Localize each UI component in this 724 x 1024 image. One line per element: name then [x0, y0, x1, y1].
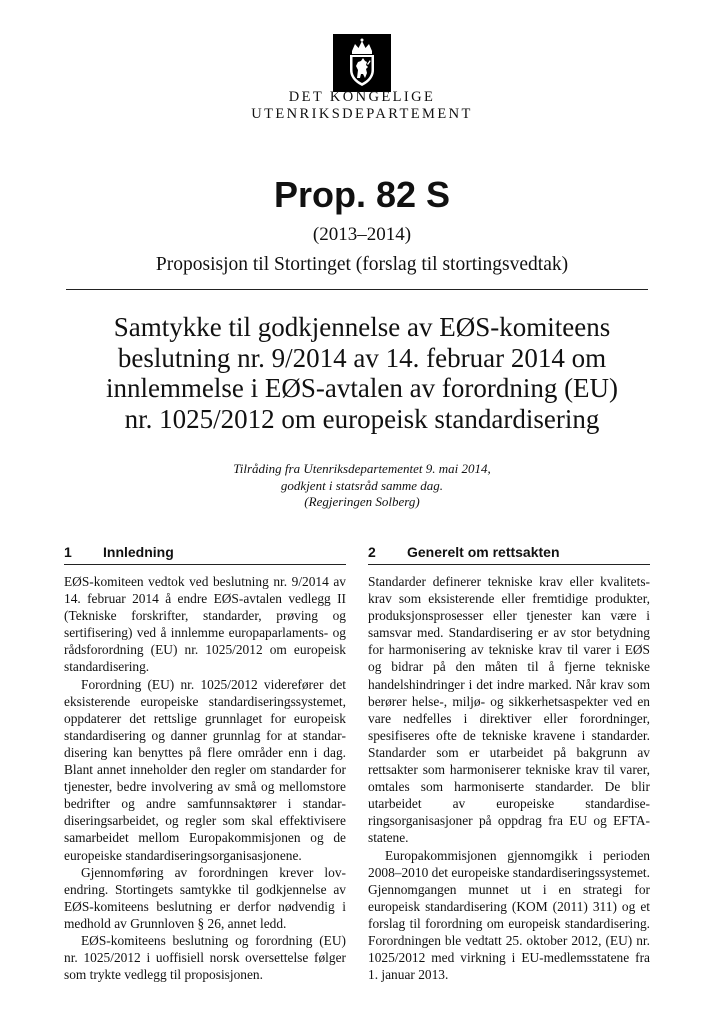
paragraph: EØS-komiteens beslutning og forordning (EU) nr. 1025/2012 i uoffisiell norsk oversettelse følger som trykte vedlegg til proposisjonen. [64, 932, 346, 983]
main-title-line: innlemmelse i EØS-avtalen av forordning (EU) [105, 373, 619, 403]
section-introduction [64, 544, 346, 983]
recommendation-line: Tilråding fra Utenriksdepartementet 9. mai 2014, [233, 461, 491, 476]
main-title [60, 312, 664, 434]
section-title: Innledning [103, 544, 174, 560]
paragraph: Forordning (EU) nr. 1025/2012 viderefører det eksisterende europeiske standardiseringssystemet, oppdaterer det rettslige grunnlaget for europeisk standardisering og danner grunnlag for at standardisering kan benyttes på flere områder enn i dag. Blant annet inneholder den regler om standarder for tjenester, bedre involvering av små og mellomstore bedrifter og andre samfunnsaktører i standardiseringsarbeidet, og regler som skal effektivisere samarbeidet mellom Europakommisjonen og de europeiske standardiseringsorganisasjonene. [64, 676, 346, 863]
section-general [368, 544, 650, 983]
section-title: Generelt om rettsakten [407, 544, 560, 560]
proposition-subtitle: Proposisjon til Stortinget (forslag til stortingsvedtak) [155, 254, 569, 275]
section-body [368, 573, 650, 983]
title-divider [66, 289, 648, 290]
main-title-line: beslutning nr. 9/2014 av 14. februar 2014 om [117, 342, 607, 373]
department-name-line1: DET KONGELIGE [288, 89, 436, 105]
session-years: (2013–2014) [312, 224, 412, 245]
paragraph: Gjennomføring av forordningen krever lovendring. Stortingets samtykke til godkjennelse av EØS-komiteens beslutning er derfor nødvendig i medhold av Grunnloven § 26, annet ledd. [64, 864, 346, 931]
proposition-number: Prop. 82 S [273, 174, 451, 215]
crest-graphic [333, 34, 391, 92]
paragraph: EØS-komiteen vedtok ved beslutning nr. 9/2014 av 14. februar 2014 å endre EØS-avtalen vedlegg II (Tekniske forskrifter, standarder, prøving og sertifisering) ved å innlemme europaparlaments- og rådsforordning (EU) nr. 1025/2012 om europeisk standardisering. [64, 574, 346, 675]
paragraph: Standarder definerer tekniske krav eller kvalitetskrav som eksisterende eller fremtidige produkter, produksjonsprosesser eller tjenester kan være i samsvar med. Standardisering er av stor betydning for harmonisering av tekniske krav til varer i EØS og bidrar på den måten til å fjerne tekniske handelshindringer i det indre marked. Når krav som berører helse-, miljø- og sikkerhetsaspekter ved en vare nedfelles i direktiver eller forordninger, spesifiseres ofte de tekniske kravene i standarder. Standarder som er utarbeidet på bakgrunn av rettsakter som harmoniserer tekniske krav til varer, omtales som harmoniserte standarder. De blir utarbeidet av europeiske standardiseringsorganisasjoner på oppdrag fra EU og EFTA-statene. [368, 574, 650, 846]
recommendation-note [0, 461, 724, 511]
main-title-line: nr. 1025/2012 om europeisk standardisering [124, 403, 600, 434]
paragraph: Europakommisjonen gjennomgikk i perioden 2008–2010 det europeiske standardiseringssystemet. Gjennomgangen munnet ut i en strategi for europeisk standardisering (KOM (2011) 311) og et forslag til forordning om europeisk standardisering. Forordningen ble vedtatt 25. oktober 2012, (EU) nr. 1025/2012 med virkning i EU-medlemsstatene fra 1. januar 2013. [368, 847, 650, 983]
department-name-line2: UTENRIKSDEPARTEMENT [251, 106, 473, 122]
recommendation-line: (Regjeringen Solberg) [304, 494, 420, 509]
main-title-line: Samtykke til godkjennelse av EØS-komiteens [113, 312, 611, 342]
recommendation-line: godkjent i statsråd samme dag. [280, 477, 444, 493]
section-number: 1 [64, 544, 72, 560]
section-heading [368, 544, 650, 565]
section-heading [64, 544, 346, 565]
royal-coat-of-arms-icon [333, 34, 391, 92]
section-body [64, 573, 346, 983]
section-number: 2 [368, 544, 376, 560]
